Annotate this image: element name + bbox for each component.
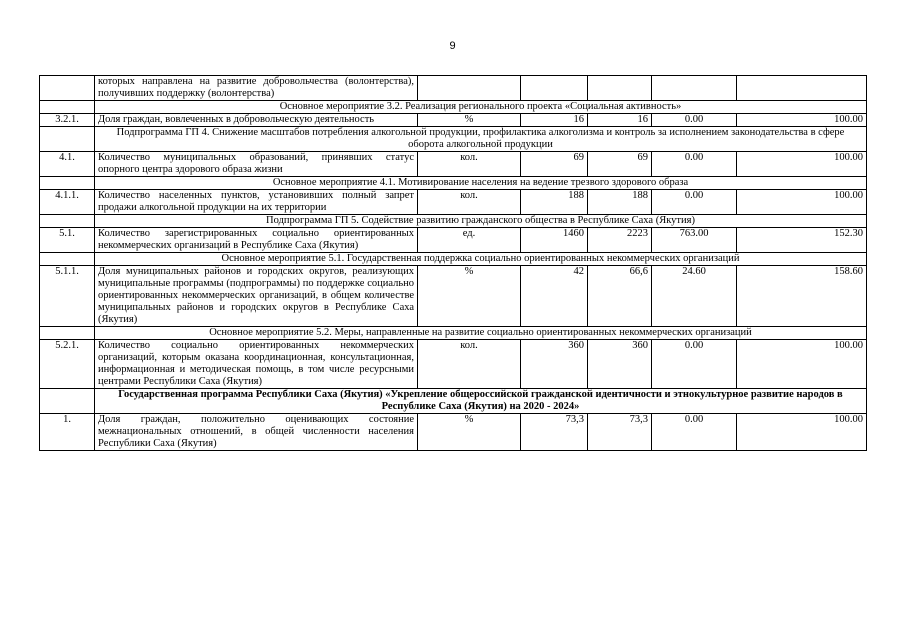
fact-value-cell — [588, 76, 652, 101]
percent-cell: 100.00 — [737, 414, 867, 451]
fact-value-cell: 66,6 — [588, 266, 652, 327]
row-number-cell: 4.1.1. — [40, 190, 95, 215]
row-number-cell: 1. — [40, 414, 95, 451]
unit-cell — [418, 76, 521, 101]
unit-cell: % — [418, 266, 521, 327]
section-title-cell: Основное мероприятие 4.1. Мотивирование населения на ведение трезвого здорового образа — [95, 177, 867, 190]
section-spacer-cell — [40, 327, 95, 340]
section-header-row — [40, 177, 867, 190]
table-row — [40, 228, 867, 253]
row-number-cell: 5.1.1. — [40, 266, 95, 327]
plan-value-cell: 188 — [521, 190, 588, 215]
plan-value-cell: 73,3 — [521, 414, 588, 451]
section-header-row — [40, 127, 867, 152]
section-spacer-cell — [40, 101, 95, 114]
percent-cell: 152.30 — [737, 228, 867, 253]
table-row — [40, 76, 867, 101]
indicator-name-cell: которых направлена на развитие добровольчества (волонтерства), получивших поддержку (волонтерства) — [95, 76, 418, 101]
deviation-cell: 24.60 — [652, 266, 737, 327]
section-spacer-cell — [40, 389, 95, 414]
percent-cell: 158.60 — [737, 266, 867, 327]
indicator-name-cell: Доля граждан, вовлеченных в добровольческую деятельность — [95, 114, 418, 127]
section-header-row — [40, 253, 867, 266]
percent-cell: 100.00 — [737, 340, 867, 389]
unit-cell: кол. — [418, 190, 521, 215]
plan-value-cell: 360 — [521, 340, 588, 389]
fact-value-cell: 16 — [588, 114, 652, 127]
indicator-name-cell: Доля муниципальных районов и городских округов, реализующих муниципальные программы (подпрограммы) по поддержке социально ориентированных некоммерческих организаций, в общем количестве муниципальных районов и городских округов в Республике Саха (Якутия) — [95, 266, 418, 327]
row-number-cell: 5.2.1. — [40, 340, 95, 389]
fact-value-cell: 188 — [588, 190, 652, 215]
indicator-name-cell: Количество зарегистрированных социально ориентированных некоммерческих организаций в Республике Саха (Якутия) — [95, 228, 418, 253]
program-title-cell: Государственная программа Республики Саха (Якутия) «Укрепление общероссийской гражданской идентичности и этнокультурное развитие народов в Республике Саха (Якутия) на 2020 - 2024» — [95, 389, 867, 414]
table-row — [40, 414, 867, 451]
deviation-cell: 763.00 — [652, 228, 737, 253]
plan-value-cell: 42 — [521, 266, 588, 327]
fact-value-cell: 69 — [588, 152, 652, 177]
section-title-cell: Подпрограмма ГП 5. Содействие развитию гражданского общества в Республике Саха (Якутия) — [95, 215, 867, 228]
fact-value-cell: 73,3 — [588, 414, 652, 451]
row-number-cell — [40, 76, 95, 101]
section-title-cell: Основное мероприятие 5.1. Государственная поддержка социально ориентированных некоммерческих организаций — [95, 253, 867, 266]
section-header-row — [40, 215, 867, 228]
percent-cell — [737, 76, 867, 101]
program-header-row — [40, 389, 867, 414]
plan-value-cell: 69 — [521, 152, 588, 177]
row-number-cell: 3.2.1. — [40, 114, 95, 127]
indicators-table — [39, 75, 867, 451]
table-row — [40, 190, 867, 215]
indicators-table-body — [40, 76, 867, 451]
fact-value-cell: 2223 — [588, 228, 652, 253]
table-row — [40, 114, 867, 127]
table-row — [40, 340, 867, 389]
page-number: 9 — [449, 40, 456, 52]
unit-cell: кол. — [418, 340, 521, 389]
section-header-row — [40, 327, 867, 340]
indicator-name-cell: Количество социально ориентированных некоммерческих организаций, которым оказана координационная, консультационная, информационная и методическая помощь, в том числе ресурсными центрами Республики Саха (Якутия) — [95, 340, 418, 389]
plan-value-cell: 1460 — [521, 228, 588, 253]
section-spacer-cell — [40, 215, 95, 228]
row-number-cell: 4.1. — [40, 152, 95, 177]
unit-cell: % — [418, 114, 521, 127]
deviation-cell: 0.00 — [652, 414, 737, 451]
percent-cell: 100.00 — [737, 190, 867, 215]
unit-cell: % — [418, 414, 521, 451]
section-header-row — [40, 101, 867, 114]
deviation-cell: 0.00 — [652, 340, 737, 389]
plan-value-cell — [521, 76, 588, 101]
section-title-cell: Основное мероприятие 3.2. Реализация регионального проекта «Социальная активность» — [95, 101, 867, 114]
deviation-cell: 0.00 — [652, 190, 737, 215]
percent-cell: 100.00 — [737, 152, 867, 177]
section-title-cell: Основное мероприятие 5.2. Меры, направленные на развитие социально ориентированных некоммерческих организаций — [95, 327, 867, 340]
unit-cell: ед. — [418, 228, 521, 253]
indicator-name-cell: Количество населенных пунктов, установивших полный запрет продажи алкогольной продукции на их территории — [95, 190, 418, 215]
unit-cell: кол. — [418, 152, 521, 177]
plan-value-cell: 16 — [521, 114, 588, 127]
section-spacer-cell — [40, 253, 95, 266]
table-row — [40, 152, 867, 177]
deviation-cell: 0.00 — [652, 152, 737, 177]
section-spacer-cell — [40, 127, 95, 152]
deviation-cell: 0.00 — [652, 114, 737, 127]
fact-value-cell: 360 — [588, 340, 652, 389]
percent-cell: 100.00 — [737, 114, 867, 127]
deviation-cell — [652, 76, 737, 101]
row-number-cell: 5.1. — [40, 228, 95, 253]
table-row — [40, 266, 867, 327]
section-spacer-cell — [40, 177, 95, 190]
section-title-cell: Подпрограмма ГП 4. Снижение масштабов потребления алкогольной продукции, профилактика алкоголизма и контроль за исполнением законодательства в сфере оборота алкогольной продукции — [95, 127, 867, 152]
indicator-name-cell: Количество муниципальных образований, принявших статус опорного центра здорового образа жизни — [95, 152, 418, 177]
indicator-name-cell: Доля граждан, положительно оценивающих состояние межнациональных отношений, в общей численности населения Республики Саха (Якутия) — [95, 414, 418, 451]
